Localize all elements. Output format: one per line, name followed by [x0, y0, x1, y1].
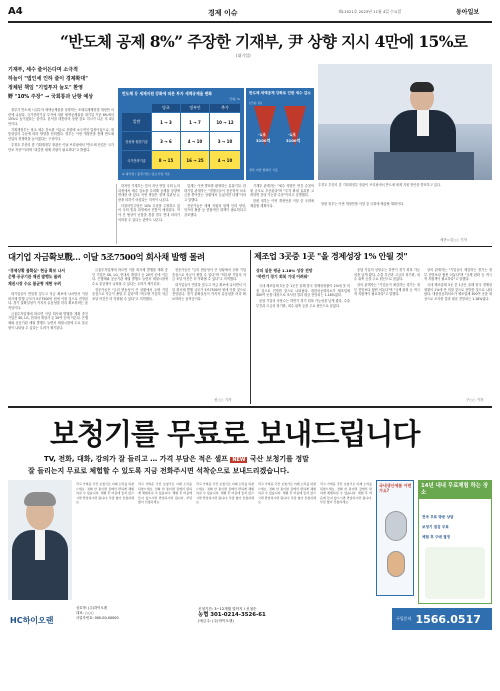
- paragraph: 전문가들은 "금리 변동성이 큰 상황에서 우량 기업 중심으로 자금이 쏠릴 수 있다"며 "비우량 기업의 자금 조달 여건은 더 악화될 수 있다"고 지적했다.: [172, 268, 246, 282]
- lead-summary: [8, 66, 112, 102]
- quote-line: "하반기 경기 회복 기대 어려워": [256, 274, 310, 280]
- ad-subline-3: 잘 들리는지 무료로 체험할 수 있도록 지금 전화주시면 석착순으로 보내드리겠습니다.: [28, 467, 290, 475]
- press-photo: [318, 64, 492, 180]
- info-table-cell: 3 → 6: [152, 132, 180, 150]
- ad-promo: [418, 480, 492, 604]
- info-table-note: ※ 대기업 / 중견기업 / 중소기업 기준: [122, 172, 170, 176]
- paragraph: 더불어민주당은 10% 수준을 주장하고 있어 국회 통과 과정에서 진통이 예상된다. 여야 간 협상이 난항을 겪을 경우 연내 처리가 어려울 수 있다는 관측도 나온다.: [118, 203, 180, 222]
- paragraph: 전문가들은 "금리 변동성이 큰 상황에서 우량 기업 중심으로 자금이 쏠릴 수 있다"며 "비우량 기업의 자금 조달 여건은 더 악화될 수 있다"고 지적했다.: [92, 287, 168, 302]
- paragraph: 기재부 관계자는 "세수 영향은 연간 수천억 원 규모로 추산된다"며 "투자 확대 효과를 고려하면 감당 가능한 수준"이라고 설명했다.: [250, 184, 314, 198]
- info-table-cell: 16 → 25: [181, 151, 209, 169]
- ad-promo-line: 보청기 점검 무료: [422, 525, 449, 529]
- lead-body-col4: [250, 184, 314, 244]
- summary-line: 野 "10% 주장" → 국회통과 난항 예상: [8, 94, 94, 100]
- paragraph: 응답 기업의 상당수는 하반기 경기 회복 가능성을 낮게 봤다. 수출 부진과 고금리 장기화, 내수 위축 등을 주요 원인으로 꼽았다.: [354, 268, 420, 282]
- paragraph: 대기업들이 연말을 앞두고 자금 확보에 나서면서 이달 회사채 발행 규모가 5조7500억 원에 이를 것으로 전망된다. 경기 불확실성이 커지자 유동성을 미리 확보하려는 움직임이다.: [172, 283, 246, 302]
- ad-subline-1: TV, 전화, 대화, 강의가 잘 들리고 … 가격 부담은 적은 셀프: [44, 455, 231, 463]
- lead-body-col3: [184, 184, 246, 244]
- ad-contact-line: 대표: ○○○: [76, 611, 94, 615]
- column-divider: [250, 250, 251, 404]
- page-number: A4: [8, 6, 23, 17]
- ad-address-line: 신청기간: 3~12개월 말까지 / 신청순: [198, 607, 257, 611]
- section-rule: [8, 246, 492, 247]
- info-table-row-label: 국가전략기술: [122, 151, 151, 169]
- ad-side-badge-title: 국내생산제품 어떤가요?: [379, 483, 412, 493]
- revenue-chart-svg: [246, 106, 314, 164]
- quote-line: 상의 설문 평균 1.18% 성장 전망: [256, 268, 313, 273]
- right-story-body-c: [424, 268, 492, 396]
- left-story-quotes: [8, 268, 88, 287]
- info-table-cell: 1 → 3: [152, 113, 180, 131]
- lead-body-col5: [318, 202, 492, 242]
- summary-line: 정체된 책임 "기업투자 늘도" 환영: [8, 85, 83, 91]
- paragraph: 금융투자업계에 따르면 이달 회사채 발행을 계획 중인 기업은 SK, LG, 현대차 계열사 등 20여 곳에 이른다. 은행채와 공공기관 채권 발행도 늘면서 채권시장에 수요 불균형이 나타날 수 있다는 우려가 제기된다.: [92, 268, 168, 286]
- paragraph: 하지만 기재부는 앞서 지난 연말 국회 논의 과정에서 세수 감소를 우려해 공제율 상향에 반대한 바 있다. 이번 방침은 정책 일관성 논란을 피하기 어렵다는 지적이 나온다.: [118, 184, 180, 202]
- revenue-item-label: -1조: [258, 132, 266, 137]
- ad-contact-line: 상호명: (주)하이오랜: [76, 606, 108, 610]
- paragraph: 한편 정부는 이번 개정안을 이달 중 국회에 제출할 계획이다.: [321, 202, 405, 206]
- ad-phone-box[interactable]: [392, 608, 492, 630]
- ad-contact: [76, 606, 186, 621]
- photo-person-shirt: [417, 110, 429, 136]
- issue-info: 제11521호 2023년 11월 4일 수요일: [338, 9, 402, 14]
- info-table-cell: 4 → 10: [181, 132, 209, 150]
- column-divider: [116, 184, 117, 244]
- ad-subline-2: 국산 보청기를 정말: [247, 455, 309, 463]
- revenue-chart-unit: (단위: 원): [249, 101, 262, 105]
- paragraph: 전문가들은 세제 지원과 함께 인력 양성, 인프라 확충 등 종합적인 대책이 필요하다고 강조했다.: [184, 203, 246, 218]
- lead-byline: 세종=김○○ 기자: [440, 238, 468, 242]
- paragraph: 상의 관계자는 "기업들이 체감하는 경기는 정부 전망보다 훨씬 어둡다"며 "규제 완화 등 적극적 지원책이 필요하다"고 말했다.: [354, 283, 420, 297]
- paragraph: 상의 관계자는 "기업들이 체감하는 경기는 정부 전망보다 훨씬 어둡다"며 "규제 완화 등 적극적 지원책이 필요하다"고 말했다.: [424, 268, 492, 282]
- paragraph: 금융투자업계에 따르면 이달 회사채 발행을 계획 중인 기업은 SK, LG, 현대차 계열사 등 20여 곳에 이른다. 은행채와 공공기관 채권 발행도 늘면서 채권시장에 수요 불균형이 나타날 수 있다는 우려가 제기된다.: [8, 311, 88, 330]
- ad-contact-line: 사업자번호: 000-00-00000: [76, 616, 119, 620]
- info-table-cell: 4 → 10: [210, 151, 240, 169]
- ad-device-image: [385, 511, 407, 541]
- paragraph: 응답 기업의 상당수는 하반기 경기 회복 가능성을 낮게 봤다. 수출 부진과 고금리 장기화, 내수 위축 등을 주요 원인으로 꼽았다.: [256, 299, 350, 308]
- revenue-item-sub: 3100억: [256, 138, 271, 143]
- paper-name: 동아일보: [456, 9, 480, 16]
- info-table-row-label: 신성장·원천기술: [122, 132, 151, 150]
- info-table-col-header: 당초: [152, 104, 180, 112]
- left-story-byline: 신○○ 기자: [214, 398, 232, 402]
- ad-body-c: 작고 가벼운 국산 보청기로 이제 소리를 되찾으세요. 전화 한 통이면 집에서 편하게 체험하실 수 있습니다. 체험 후 마음에 들지 않으시면 반납하시면 됩니다. 부담 없이 신청하세요.: [196, 482, 254, 505]
- info-table-cell: 3 → 10: [210, 132, 240, 150]
- ad-brand-badge: NEW: [232, 457, 246, 463]
- ad-promo-map: [425, 547, 485, 599]
- ad-cta-label: 구입문의: [396, 616, 412, 621]
- paragraph: 국내 제조업체 3곳 중 1곳은 올해 한국 경제성장률이 1%에 못 미칠 것으로 전망한 것으로 나타났다. 대한상공회의소가 제조업체 300여 곳을 대상으로 조사한 결과 평균 전망치는 1.18%였다.: [424, 283, 492, 302]
- portrait-shirt: [35, 530, 45, 560]
- advertisement: [8, 410, 492, 684]
- masthead: [8, 6, 492, 20]
- info-table-cell: 10 → 12: [210, 113, 240, 131]
- revenue-item-label: -1조: [288, 132, 296, 137]
- ad-top-rule: [8, 406, 492, 408]
- photo-person-hair: [410, 82, 434, 92]
- portrait-hair: [24, 492, 56, 506]
- revenue-chart-title: 반도체 세액공제 강화로 인한 세수 감소: [249, 91, 311, 95]
- right-story-quotes: [256, 268, 352, 281]
- photo-lectern: [374, 152, 474, 180]
- left-story-body-b: [92, 268, 168, 402]
- ad-body-e: 작고 가벼운 국산 보청기로 이제 소리를 되찾으세요. 전화 한 통이면 집에서 편하게 체험하실 수 있습니다. 체험 후 마음에 들지 않으시면 반납하시면 됩니다. 부담 없이 신청하세요.: [320, 482, 372, 505]
- ad-payment: [198, 606, 368, 624]
- info-table-row-label: 일반: [122, 113, 151, 131]
- ad-side-badge: [376, 480, 414, 596]
- ad-body-d: 작고 가벼운 국산 보청기로 이제 소리를 되찾으세요. 전화 한 통이면 집에서 편하게 체험하실 수 있습니다. 체험 후 마음에 들지 않으시면 반납하시면 됩니다. 부담 없이 신청하세요.: [258, 482, 316, 505]
- ad-phone-number: 1566.0517: [415, 612, 481, 626]
- ad-bank-line: 농협 301-0214-3526-61: [198, 612, 266, 618]
- quote-line: 채권시장 수요 불균형 재현 우려: [8, 280, 61, 286]
- ad-promo-line: 체험 후 구매 결정: [422, 535, 451, 539]
- right-story-body-b: [354, 268, 420, 402]
- lead-body-col2: [118, 184, 180, 244]
- info-table-cell: 1 → 7: [181, 113, 209, 131]
- ad-portrait: [8, 480, 72, 600]
- info-table-cell: 8 → 15: [152, 151, 180, 169]
- ad-promo-title: 14년 내내 무료체험 하는 장소: [419, 481, 491, 499]
- paragraph: 업계는 이번 발표를 환영하는 분위기다. 한 대기업 관계자는 "경쟁국들이 천문학적 보조금을 쏟아붓는 상황에서 늦었지만 다행"이라고 말했다.: [184, 184, 246, 202]
- ad-subline-row1: [44, 454, 492, 464]
- left-story-body-a: [8, 292, 88, 402]
- ad-headline: 보청기를 무료로 보내드립니다: [50, 417, 420, 451]
- right-story-body-a: [256, 284, 350, 402]
- quote-line: 은행·공공기관 채권 발행도 몰려: [8, 274, 62, 280]
- lead-deck-tag: (대기업): [236, 53, 251, 58]
- right-story-byline: 구○○ 기자: [466, 398, 484, 402]
- revenue-chart-note: 정부·여당 합의안 기준: [249, 168, 278, 172]
- left-story-headline: 대기업 자금확보戰… 이달 5조7500억 회사채 발행 몰려: [8, 252, 205, 262]
- lead-body-col1: [8, 108, 114, 242]
- paragraph: 국내 제조업체 3곳 중 1곳은 올해 한국 경제성장률이 1%에 못 미칠 것으로 전망한 것으로 나타났다. 대한상공회의소가 제조업체 300여 곳을 대상으로 조사한 결과 평균 전망치는 1.18%였다.: [256, 284, 350, 298]
- ad-promo-line: 전국 무료 방문 상담: [422, 515, 454, 519]
- ad-logo-text: HC하이오랜: [10, 616, 54, 625]
- paragraph: 대기업들이 연말을 앞두고 자금 확보에 나서면서 이달 회사채 발행 규모가 5조7500억 원에 이를 것으로 전망된다. 경기 불확실성이 커지자 유동성을 미리 확보하려는 움직임이다.: [8, 292, 88, 310]
- left-story-body-c: [172, 268, 246, 396]
- ad-logo: [10, 608, 70, 628]
- ad-body-b: 작고 가벼운 국산 보청기로 이제 소리를 되찾으세요. 전화 한 통이면 집에서 편하게 체험하실 수 있습니다. 체험 후 마음에 들지 않으시면 반납하시면 됩니다. 부담 없이 신청하세요.: [138, 482, 192, 505]
- ad-account-holder: (예금주: (주)하이오랜): [198, 619, 234, 623]
- right-story-headline: 제조업 3곳중 1곳 "올 경제성장 1% 안될 것": [254, 251, 408, 261]
- summary-line: 기재부, 세수 줄어든다며 소극적: [8, 67, 78, 73]
- info-table-unit: 단위: %: [229, 97, 240, 101]
- info-table-col-header: 추가: [210, 104, 240, 112]
- ad-body-a: 작고 가벼운 국산 보청기로 이제 소리를 되찾으세요. 전화 한 통이면 집에서 편하게 체험하실 수 있습니다. 체험 후 마음에 들지 않으시면 반납하시면 됩니다. 부담 없이 신청하세요.: [76, 482, 134, 505]
- info-table: [118, 88, 244, 180]
- section-name: 경제 이슈: [208, 9, 238, 17]
- ad-device-image: [387, 551, 405, 577]
- info-table-title: 반도체 등 세제지원 강화에 따른 투자 세액공제율 변화: [122, 91, 212, 96]
- paragraph: 추경호 부총리 겸 기획재정부 장관은 이날 브리핑에서 "반도체 산업은 국가 안보 자산"이라며 "과감한 세제 지원이 필요하다"고 밝혔다.: [8, 143, 114, 152]
- paragraph: 정부가 반도체 시설투자 세액공제율을 상향하는 조세특례제한법 개정안 마련에 나섰다. 국가전략기술 투자에 대한 세액공제율을 대기업 기준 8%에서 15%로 높이겠다는 것이다. 윤석열 대통령의 상향 검토 지시가 나온 지 4일 만이다.: [8, 108, 114, 126]
- paragraph: 기획재정부는 당초 세수 감소를 이유로 상향에 소극적인 입장이었으나, 대통령실의 주문에 따라 방향을 선회했다. 정부는 이번 개정안을 통해 반도체 산업의 경쟁력을 높이겠다는 구상이다.: [8, 127, 114, 142]
- revenue-chart: [246, 88, 314, 180]
- summary-line: 하늘이 "법인세 인하 줄이 경제확대": [8, 76, 88, 82]
- quote-line: "경제상황 불확실" 현금 확보 나서: [8, 268, 65, 273]
- lead-headline: “반도체 공제 8%” 주장한 기재부, 尹 상향 지시 4만에 15%로: [60, 32, 468, 51]
- info-table-col-header: 정부안: [181, 104, 209, 112]
- masthead-rule: [8, 21, 492, 23]
- revenue-item-sub: 3100억: [286, 138, 301, 143]
- photo-caption: 추경호 부총리 겸 기획재정부 장관이 브리핑에서 반도체 세제 지원 방안을 발표하고 있다.: [318, 183, 442, 187]
- paragraph: 한편 정부는 이번 개정안을 이달 중 국회에 제출할 계획이다.: [250, 199, 314, 208]
